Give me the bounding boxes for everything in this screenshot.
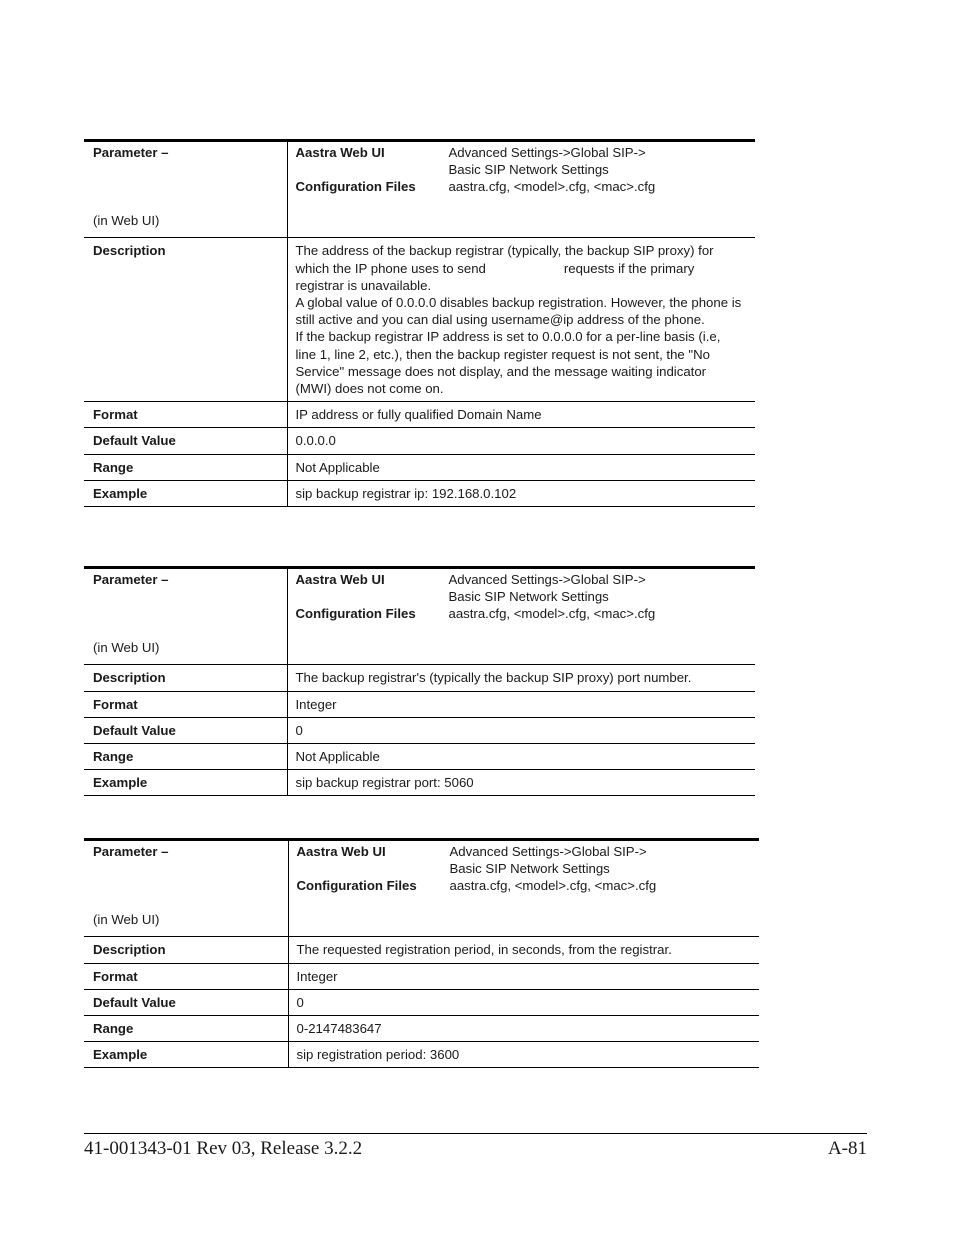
web-ui-label: Aastra Web UI xyxy=(296,844,386,859)
parameter-label: Parameter – xyxy=(93,145,169,160)
footer-page-number: A-81 xyxy=(827,1138,867,1159)
description-label: Description xyxy=(84,937,288,963)
description-value: The requested registration period, in seconds, from the registrar. xyxy=(288,937,759,963)
default-value-row xyxy=(84,428,755,454)
web-ui-path-line: Basic SIP Network Settings xyxy=(448,589,609,605)
description-row xyxy=(84,238,755,402)
parameter-row xyxy=(84,568,755,665)
range-row xyxy=(84,454,755,480)
default-value-value: 0 xyxy=(287,717,755,743)
web-ui-path-line: Basic SIP Network Settings xyxy=(449,861,610,877)
description-row xyxy=(84,665,755,691)
example-label: Example xyxy=(84,1042,288,1068)
default-value-value: 0.0.0.0 xyxy=(287,428,755,454)
range-row xyxy=(84,744,755,770)
web-ui-path-line: Advanced Settings->Global SIP-> xyxy=(448,145,646,160)
parameter-web-label: (in Web UI) xyxy=(93,912,160,928)
description-label: Description xyxy=(84,665,287,691)
format-row xyxy=(84,691,755,717)
config-files-value: aastra.cfg, <model>.cfg, <mac>.cfg xyxy=(449,878,657,894)
web-ui-path-line: Advanced Settings->Global SIP-> xyxy=(449,844,647,859)
parameter-row xyxy=(84,840,759,937)
format-value: IP address or fully qualified Domain Name xyxy=(287,402,755,428)
format-value: Integer xyxy=(287,691,755,717)
web-ui-path-line: Advanced Settings->Global SIP-> xyxy=(448,572,646,587)
config-files-label: Configuration Files xyxy=(296,878,417,894)
parameter-web-label: (in Web UI) xyxy=(93,213,160,229)
format-label: Format xyxy=(84,402,287,428)
parameter-label: Parameter – xyxy=(93,844,169,859)
param-table-registration-period xyxy=(84,838,759,1068)
range-value: 0-2147483647 xyxy=(288,1016,759,1042)
default-value-label: Default Value xyxy=(84,989,288,1015)
description-row xyxy=(84,937,759,963)
format-row xyxy=(84,402,755,428)
example-row xyxy=(84,770,755,796)
example-label: Example xyxy=(84,480,287,506)
parameter-label-cell xyxy=(84,568,287,665)
parameter-location-cell xyxy=(288,840,759,937)
range-value: Not Applicable xyxy=(287,744,755,770)
default-value-value: 0 xyxy=(288,989,759,1015)
format-value: Integer xyxy=(288,963,759,989)
config-files-value: aastra.cfg, <model>.cfg, <mac>.cfg xyxy=(448,179,656,195)
description-text-a: The address of the backup registrar (typically, the backup SIP proxy) for which the IP phone uses to send xyxy=(295,243,714,276)
param-table-backup-registrar-ip xyxy=(84,139,755,507)
default-value-row xyxy=(84,717,755,743)
parameter-label: Parameter – xyxy=(93,572,169,587)
format-label: Format xyxy=(84,691,287,717)
example-row xyxy=(84,480,755,506)
web-ui-path-line: Basic SIP Network Settings xyxy=(448,162,609,178)
range-label: Range xyxy=(84,744,287,770)
default-value-label: Default Value xyxy=(84,717,287,743)
config-files-label: Configuration Files xyxy=(295,606,416,622)
parameter-location-cell xyxy=(287,141,755,238)
description-label: Description xyxy=(84,238,287,402)
description-paragraph: If the backup registrar IP address is set to 0.0.0.0 for a per-line basis (i.e, line 1, line 2, etc.), then the backup register request is not sent, the "No Service" message does not display, and the message waiting indicator (MWI) does not come on. xyxy=(295,329,721,397)
parameter-location-cell xyxy=(287,568,755,665)
example-value: sip backup registrar port: 5060 xyxy=(287,770,755,796)
description-text-b: requests if the primary registrar is unavailable. xyxy=(295,260,695,293)
default-value-row xyxy=(84,989,759,1015)
example-value: sip registration period: 3600 xyxy=(288,1042,759,1068)
parameter-label-cell xyxy=(84,141,287,238)
example-value: sip backup registrar ip: 192.168.0.102 xyxy=(287,480,755,506)
range-row xyxy=(84,1016,759,1042)
format-label: Format xyxy=(84,963,288,989)
description-value xyxy=(287,238,755,402)
description-value: The backup registrar's (typically the backup SIP proxy) port number. xyxy=(287,665,755,691)
parameter-web-label: (in Web UI) xyxy=(93,640,160,656)
parameter-row xyxy=(84,141,755,238)
config-files-value: aastra.cfg, <model>.cfg, <mac>.cfg xyxy=(448,606,656,622)
description-paragraph: A global value of 0.0.0.0 disables backup registration. However, the phone is still active and you can dial using username@ip address of the phone. xyxy=(295,295,742,328)
range-label: Range xyxy=(84,1016,288,1042)
range-value: Not Applicable xyxy=(287,454,755,480)
config-files-label: Configuration Files xyxy=(295,179,416,195)
web-ui-label: Aastra Web UI xyxy=(295,572,385,587)
web-ui-label: Aastra Web UI xyxy=(295,145,385,160)
footer-doc-id: 41-001343-01 Rev 03, Release 3.2.2 xyxy=(84,1138,363,1159)
param-table-backup-registrar-port xyxy=(84,566,755,796)
example-label: Example xyxy=(84,770,287,796)
example-row xyxy=(84,1042,759,1068)
default-value-label: Default Value xyxy=(84,428,287,454)
parameter-label-cell xyxy=(84,840,288,937)
format-row xyxy=(84,963,759,989)
range-label: Range xyxy=(84,454,287,480)
page-footer xyxy=(84,1133,867,1160)
